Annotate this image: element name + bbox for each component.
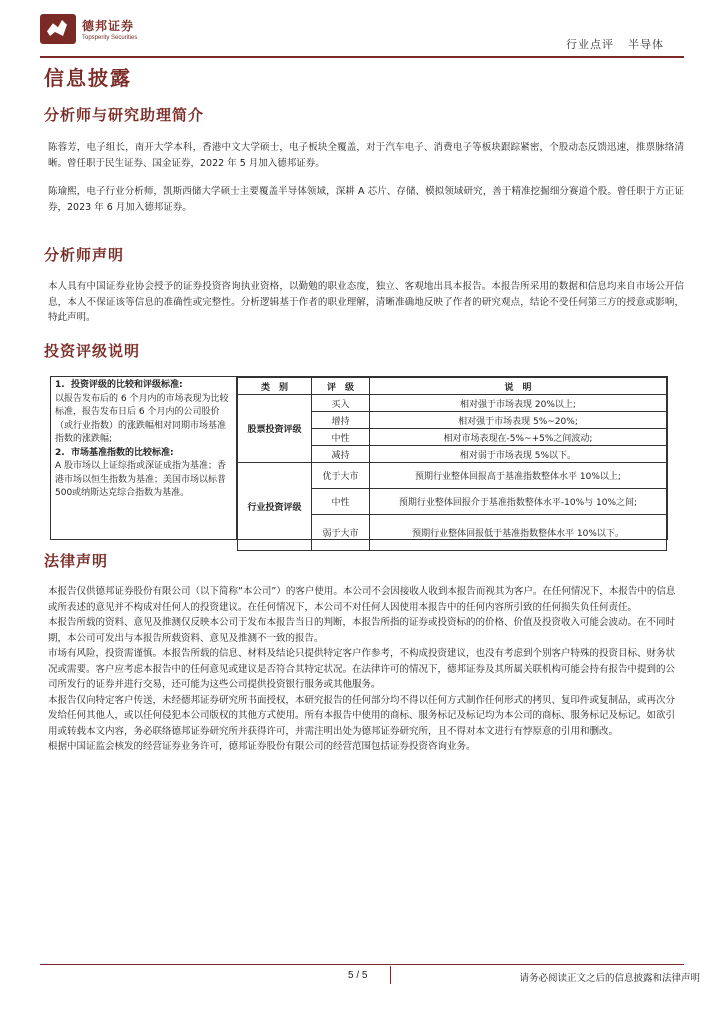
stock-rating-category: 股票投资评级 xyxy=(238,395,312,463)
col-type-header: 类 别 xyxy=(238,378,312,395)
logo-english-name: Topsperity Securities xyxy=(82,35,138,41)
rating-desc: 预期行业整体回报低于基准指数整体水平 10%以下。 xyxy=(370,515,667,551)
report-type xyxy=(566,36,664,52)
rating-level: 中性 xyxy=(312,429,370,446)
rating-grid xyxy=(237,377,667,551)
logo-icon xyxy=(40,14,76,44)
rating-criteria-title-1: 1. 投资评级的比较和评级标准: xyxy=(55,380,183,390)
analyst-intro-p2: 陈瑜熙，电子行业分析师，凯斯西储大学硕士主要覆盖半导体领域，深耕 A 芯片、存储、模拟领域研究，善于精准挖掘细分赛道个股。曾任职于方正证券，2023 年 6 月加入德邦证券。 xyxy=(48,186,684,213)
legal-paragraph: 本报告仅向特定客户传送，未经德邦证券研究所书面授权，本研究报告的任何部分均不得以任何方式制作任何形式的拷贝、复印件或复制品，或再次分发给任何其他人，或以任何侵犯本公司版权的其他方式使用。所有本报告中使用的商标、服务标记及标记均为本公司的商标、服务标记及标记。如欲引用或转载本文内容，务必联络德邦证券研究所并获得许可，并需注明出处为德邦证券研究所，且不得对本文进行有悖原意的引用和删改。 xyxy=(48,694,676,737)
analyst-intro-p1: 陈蓉芳，电子组长，南开大学本科，香港中文大学硕士，电子板块全覆盖，对于汽车电子、消费电子等板块跟踪紧密，个股动态反馈迅速，推票脉络清晰。曾任职于民生证券、国金证券，2022 年 5 月加入德邦证券。 xyxy=(48,142,684,169)
rating-level: 优于大市 xyxy=(312,463,370,489)
legal-paragraph: 根据中国证监会核发的经营证券业务许可，德邦证券股份有限公司的经营范围包括证券投资咨询业务。 xyxy=(48,741,476,752)
col-level-header: 评 级 xyxy=(312,378,370,395)
legal-paragraph: 本报告仅供德邦证券股份有限公司（以下简称“本公司”）的客户使用。本公司不会因接收人收到本报告而视其为客户。在任何情况下，本报告中的信息或所表述的意见并不构成对任何人的投资建议。在任何情况下，本公司不对任何人因使用本报告中的任何内容所引致的任何损失负任何责任。 xyxy=(48,586,676,613)
analyst-statement-heading: 分析师声明 xyxy=(44,246,125,264)
rating-desc: 相对市场表现在-5%~+5%之间波动; xyxy=(370,429,667,446)
rating-desc: 预期行业整体回报介于基准指数整体水平-10%与 10%之间; xyxy=(370,489,667,515)
logo-chinese-name: 德邦证券 xyxy=(82,19,135,33)
rating-table xyxy=(50,376,668,540)
header-divider xyxy=(40,56,684,58)
col-desc-header: 说 明 xyxy=(370,378,667,395)
footer-note: 请务必阅读正文之后的信息披露和法律声明 xyxy=(519,973,700,984)
analyst-intro-heading: 分析师与研究助理简介 xyxy=(44,106,205,124)
industry-rating-category: 行业投资评级 xyxy=(238,463,312,551)
rating-desc: 预期行业整体回报高于基准指数整体水平 10%以上; xyxy=(370,463,667,489)
legal-statement xyxy=(48,584,684,755)
legal-paragraph: 市场有风险，投资需谨慎。本报告所载的信息、材料及结论只提供特定客户作参考，不构成投资建议，也没有考虑到个别客户特殊的投资目标、财务状况或需要。客户应考虑本报告中的任何意见或建议是否符合其特定状况。在法律许可的情况下，德邦证券及其所属关联机构可能会持有报告中提到的公司所发行的证券并进行交易，还可能为这些公司提供投资银行服务或其他服务。 xyxy=(48,648,676,690)
rating-desc: 相对强于市场表现 5%~20%; xyxy=(370,412,667,429)
analyst-statement-text: 本人具有中国证券业协会授予的证券投资咨询执业资格，以勤勉的职业态度，独立、客观地出具本报告。本报告所采用的数据和信息均来自市场公开信息，本人不保证该等信息的准确性或完整性。分析逻辑基于作者的职业理解，清晰准确地反映了作者的研究观点，结论不受任何第三方的授意或影响，特此声明。 xyxy=(48,281,684,323)
page-header xyxy=(40,14,684,54)
rating-heading: 投资评级说明 xyxy=(44,342,141,360)
company-logo xyxy=(40,14,137,44)
page-title: 信息披露 xyxy=(44,66,132,90)
legal-heading: 法律声明 xyxy=(44,552,109,570)
legal-paragraph: 本报告所载的资料、意见及推测仅反映本公司于发布本报告当日的判断，本报告所指的证券或投资标的的价格、价值及投资收入可能会波动。在不同时期，本公司可发出与本报告所载资料、意见及推测不一致的报告。 xyxy=(48,617,676,644)
footer-divider xyxy=(40,964,684,965)
rating-level: 买入 xyxy=(312,395,370,412)
report-sector: 半导体 xyxy=(628,38,664,51)
rating-level: 增持 xyxy=(312,412,370,429)
rating-criteria xyxy=(51,377,237,539)
rating-level: 中性 xyxy=(312,489,370,515)
page-number: 5 / 5 xyxy=(348,970,368,981)
rating-criteria-text-1: 以报告发布后的 6 个月内的市场表现为比较标准，报告发布日后 6 个月内的公司股价（或行业指数）的涨跌幅相对同期市场基准指数的涨跌幅; xyxy=(55,393,229,444)
footer-separator xyxy=(390,966,391,984)
report-category: 行业点评 xyxy=(566,38,614,51)
rating-criteria-title-2: 2. 市场基准指数的比较标准: xyxy=(55,447,174,458)
rating-level: 减持 xyxy=(312,446,370,463)
rating-desc: 相对强于市场表现 20%以上; xyxy=(370,395,667,412)
rating-criteria-text-2: A 股市场以上证综指或深证成指为基准；香港市场以恒生指数为基准；美国市场以标普500或纳斯达克综合指数为基准。 xyxy=(55,461,227,498)
rating-desc: 相对弱于市场表现 5%以下。 xyxy=(370,446,667,463)
rating-level: 弱于大市 xyxy=(312,515,370,551)
